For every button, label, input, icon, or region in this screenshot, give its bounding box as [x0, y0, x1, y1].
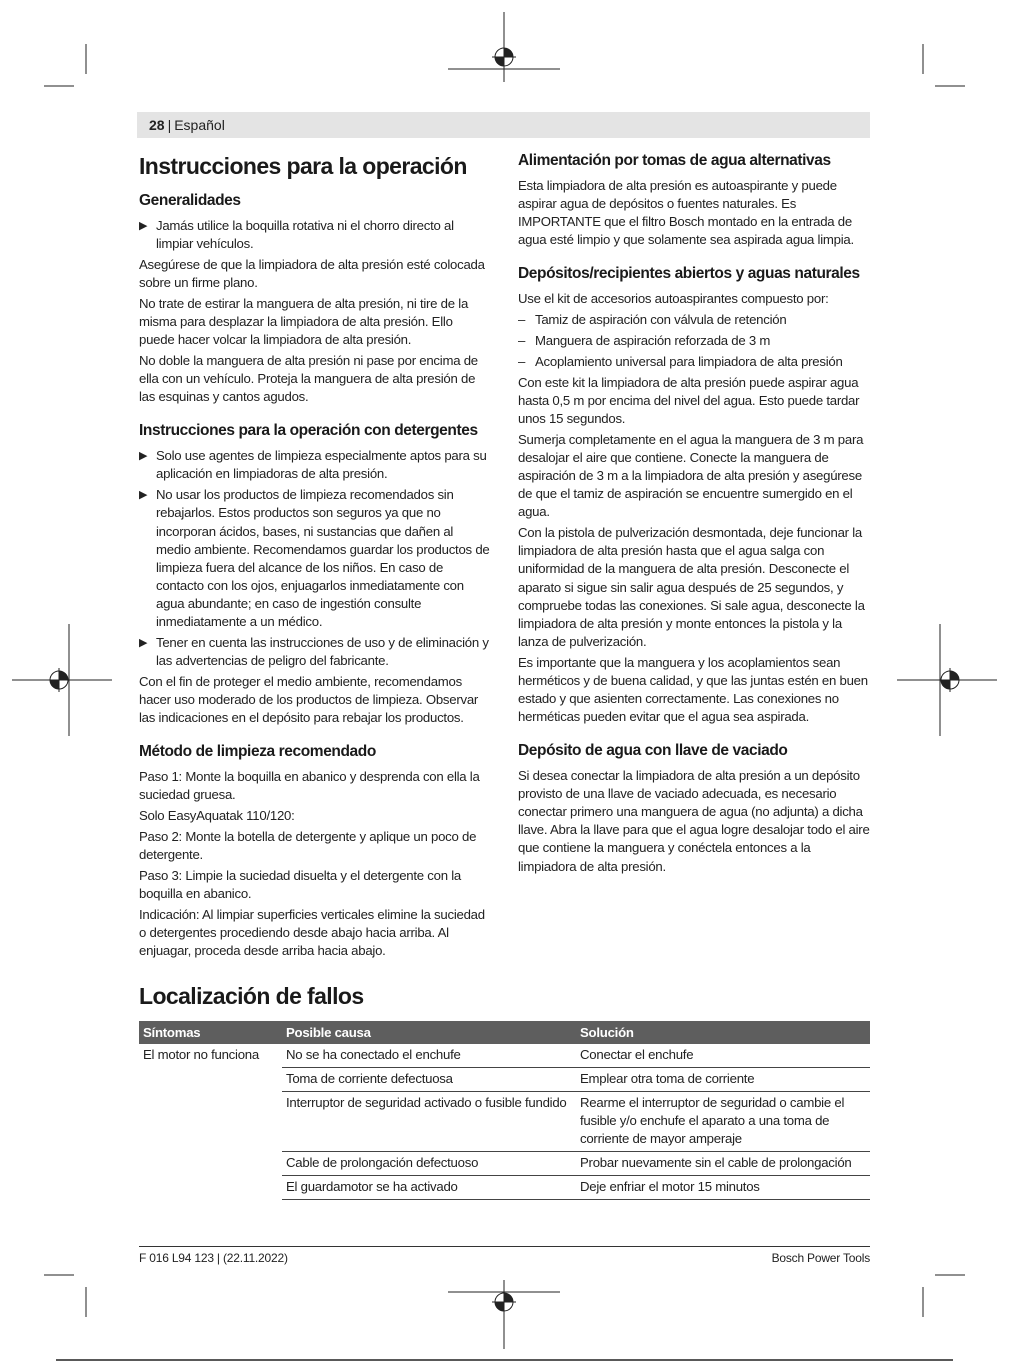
brand-name: Bosch Power Tools [771, 1251, 870, 1265]
paragraph: Use el kit de accesorios autoaspirantes compuesto por: [518, 291, 829, 307]
column-header-symptoms: Síntomas [139, 1021, 282, 1044]
section-title-operation: Instrucciones para la operación [139, 153, 467, 179]
triangle-bullet-icon: ▶ [139, 450, 148, 463]
dash-list-item: – Tamiz de aspiración con válvula de retención [518, 312, 787, 328]
dash-list-item: – Manguera de aspiración reforzada de 3 m [518, 333, 771, 349]
dash-list-item: – Acoplamiento universal para limpiadora de alta presión [518, 354, 843, 370]
column-header-cause: Posible causa [282, 1021, 576, 1044]
paragraph: Esta limpiadora de alta presión es autoaspirante y puede aspirar agua de depósitos o fuentes naturales. Es IMPORTANTE que el filtro Bosch montado en la entrada de agua esté limpio y que solamente sea aspirada agua limpia. [518, 178, 854, 248]
paragraph: Indicación: Al limpiar superficies verticales elimine la suciedad o detergentes procediendo desde abajo hacia arriba. Al enjuagar, proceda desde arriba hacia abajo. [139, 906, 485, 959]
paragraph: Asegúrese de que la limpiadora de alta presión esté colocada sobre un firme plano. [139, 256, 485, 291]
page-number: 28 [149, 117, 165, 133]
cause-cell: El guardamotor se ha activado [282, 1176, 576, 1200]
cause-cell: No se ha conectado el enchufe [282, 1044, 576, 1068]
paragraph: Si desea conectar la limpiadora de alta presión a un depósito provisto de una llave de vaciado adecuada, es necesario conectar primero una manguera de agua (no adjunta) a dicha llave. Abra la llave para que el agua logre desalojar todo el aire que contiene la manguera y conéctela entonces a la limpiadora de alta presión. [518, 768, 870, 874]
bullet-item: ▶ Tener en cuenta las instrucciones de uso y de eliminación y las advertencias de peligro del fabricante. [139, 634, 489, 668]
cause-cell: Interruptor de seguridad activado o fusible fundido [282, 1092, 576, 1152]
symptom-cell: El motor no funciona [143, 1047, 259, 1062]
table-header-row [139, 1021, 870, 1044]
cause-cell: Cable de prolongación defectuoso [282, 1152, 576, 1176]
paragraph: No doble la manguera de alta presión ni pase por encima de ella con un vehículo. Proteja la manguera de alta presión de las esquinas y cantos agudos. [139, 353, 478, 405]
column-header-solution: Solución [576, 1021, 870, 1044]
paragraph: Con este kit la limpiadora de alta presión puede aspirar agua hasta 0,5 m por encima del nivel del agua. Esto puede tardar unos 15 segundos. [518, 374, 860, 427]
heading-cleaning-method: Método de limpieza recomendado [139, 743, 376, 761]
paragraph: Paso 2: Monte la botella de detergente y aplique un poco de detergente. [139, 829, 477, 863]
bullet-item: ▶ No usar los productos de limpieza recomendados sin rebajarlos. Estos productos son seguros ya que no incorporan ácidos, bases, ni sustancias que dañen al medio ambiente. Recomendamos guardar los productos de limpieza fuera del alcance de los niños. En caso de contacto con los ojos, enjuagarlos inmediatamente con agua abundante; en caso de ingestión consulte inmediatamente a un médico. [139, 487, 490, 629]
solution-cell: Emplear otra toma de corriente [576, 1068, 870, 1092]
paragraph: Es importante que la manguera y los acoplamientos sean herméticos y de buena calidad, y que las juntas estén en buen estado y que asienten correctamente. Las conexiones no herméticas pueden evitar que el agua sea aspirada. [518, 654, 868, 725]
section-title-troubleshooting: Localización de fallos [139, 983, 364, 1009]
bullet-item: ▶ Solo use agentes de limpieza especialmente aptos para su aplicación en limpiadoras de alta presión. [139, 448, 487, 482]
heading-general: Generalidades [139, 192, 241, 209]
left-column [139, 150, 491, 963]
paragraph: Paso 3: Limpie la suciedad disuelta y el detergente con la boquilla en abanico. [139, 867, 461, 902]
heading-alt-supply: Alimentación por tomas de agua alternativas [518, 152, 831, 169]
paragraph: Solo EasyAquatak 110/120: [139, 808, 295, 824]
solution-cell: Deje enfriar el motor 15 minutos [576, 1176, 870, 1200]
solution-cell: Probar nuevamente sin el cable de prolongación [576, 1152, 870, 1176]
solution-cell: Conectar el enchufe [576, 1044, 870, 1068]
cause-cell: Toma de corriente defectuosa [282, 1068, 576, 1092]
heading-drain-tank: Depósito de agua con llave de vaciado [518, 742, 788, 760]
paragraph: Sumerja completamente en el agua la manguera de 3 m para desalojar el aire que contiene. Conecte la manguera de aspiración de 3 m a la limpiadora de alta presión y asegúrese de que el tamiz de aspiración se encuentre sumergido en el agua. [518, 432, 864, 520]
bullet-item: ▶ Jamás utilice la boquilla rotativa ni el chorro directo al limpiar vehículos. [139, 218, 454, 252]
solution-cell: Rearme el interruptor de seguridad o cambie el fusible y/o enchufe el aparato a una toma de corriente de mayor amperaje [576, 1092, 870, 1152]
right-column [518, 150, 870, 878]
heading-open-tanks: Depósitos/recipientes abiertos y aguas naturales [518, 265, 860, 283]
triangle-bullet-icon: ▶ [139, 636, 148, 649]
paragraph: Con el fin de proteger el medio ambiente, recomendamos hacer uso moderado de los productos de limpieza. Observar las indicaciones en el depósito para rebajar los productos. [139, 673, 479, 726]
page-language: Español [174, 117, 225, 133]
document-code: F 016 L94 123 | (22.11.2022) [139, 1251, 288, 1265]
paragraph: Con la pistola de pulverización desmontada, deje funcionar la limpiadora de alta presión hasta que el agua salga con uniformidad de la manguera de alta presión. Desconecte el aparato si sigue sin salir agua después de 25 segundos, y compruebe todas las conexiones. Si sale agua, desconecte la limpiadora de alta presión y monte entonces la pistola y la lanza de pulverización. [518, 525, 865, 649]
heading-detergents: Instrucciones para la operación con detergentes [139, 422, 478, 440]
triangle-bullet-icon: ▶ [139, 489, 148, 502]
troubleshooting-section [139, 980, 870, 1200]
triangle-bullet-icon: ▶ [139, 220, 148, 232]
page-footer [139, 1246, 870, 1265]
troubleshooting-table [139, 1021, 870, 1200]
paragraph: Paso 1: Monte la boquilla en abanico y desprenda con ella la suciedad gruesa. [139, 769, 480, 803]
page-header: 28 | Español [137, 112, 870, 138]
table-row [139, 1044, 870, 1068]
paragraph: No trate de estirar la manguera de alta presión, ni tire de la misma para desplazar la limpiadora de alta presión. Ello puede hacer volcar la limpiadora de alta presión. [139, 295, 469, 348]
